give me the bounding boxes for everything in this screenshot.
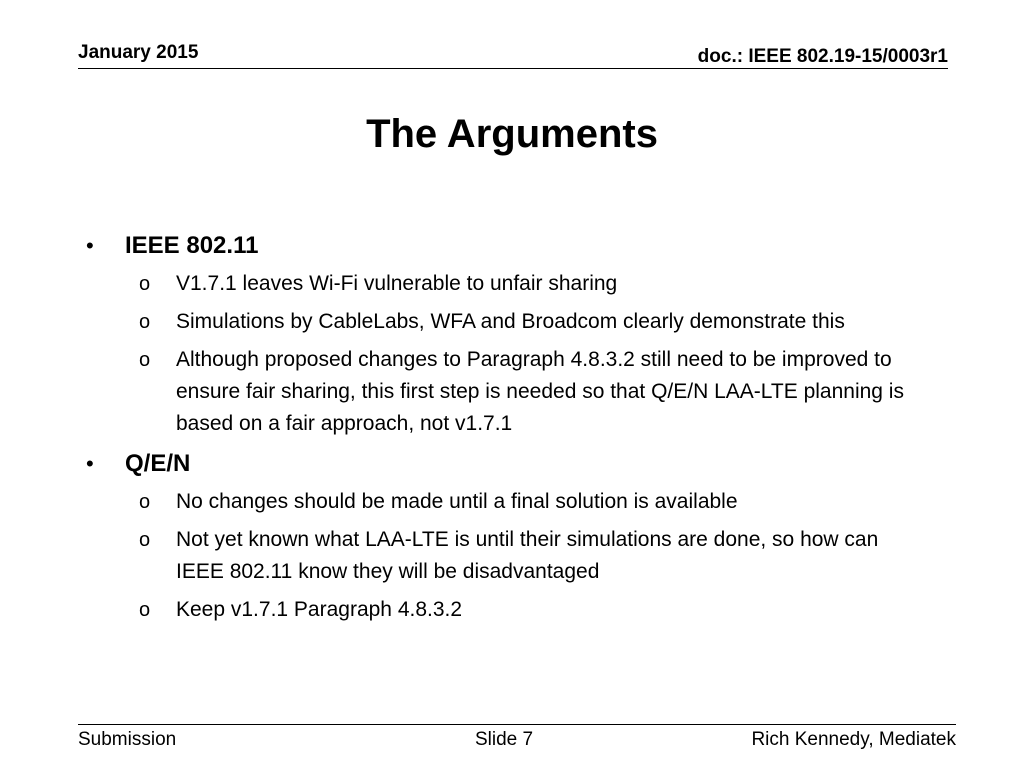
slide-content [86, 228, 916, 632]
sub-bullet-item [86, 306, 916, 338]
slide-title: The Arguments [366, 112, 658, 156]
bullet-dot-icon: • [86, 233, 94, 258]
bullet-dot-icon: • [86, 451, 94, 476]
sub-bullet-text: No changes should be made until a final solution is available [176, 490, 738, 513]
sub-bullet-item [86, 344, 916, 440]
sub-bullet-text: V1.7.1 leaves Wi-Fi vulnerable to unfair sharing [176, 272, 618, 295]
sub-bullet-icon: o [139, 349, 151, 371]
bullet-section-ieee [86, 228, 916, 264]
sub-bullet-text: Simulations by CableLabs, WFA and Broadcom clearly demonstrate this [176, 310, 845, 333]
sub-bullet-icon: o [139, 529, 151, 551]
section-heading: Q/E/N [125, 450, 191, 477]
footer-slide-number: Slide 7 [475, 729, 534, 750]
header-date: January 2015 [78, 42, 199, 63]
sub-bullet-item [86, 268, 916, 300]
section-heading: IEEE 802.11 [125, 232, 259, 259]
footer-submission: Submission [78, 729, 177, 750]
sub-bullet-text: Keep v1.7.1 Paragraph 4.8.3.2 [176, 598, 463, 621]
sub-bullet-text: Although proposed changes to Paragraph 4.8.3.2 still need to be improved to ensure fair sharing, this first step is needed so that Q/E/N LAA-LTE planning is based on a fair approach, not v1.7.1 [176, 348, 904, 435]
sub-bullet-icon: o [139, 491, 151, 513]
sub-bullet-item [86, 594, 916, 626]
sub-bullet-item [86, 486, 916, 518]
footer-divider [78, 724, 956, 725]
sub-bullet-text: Not yet known what LAA-LTE is until their simulations are done, so how can IEEE 802.11 know they will be disadvantaged [176, 528, 879, 583]
header-doc-id: doc.: IEEE 802.19-15/0003r1 [697, 46, 948, 67]
sub-bullet-item [86, 524, 916, 588]
footer-author: Rich Kennedy, Mediatek [751, 729, 956, 750]
sub-bullet-icon: o [139, 311, 151, 333]
bullet-section-qen [86, 446, 916, 482]
sub-bullet-icon: o [139, 273, 151, 295]
header-divider [78, 68, 948, 69]
sub-bullet-icon: o [139, 599, 151, 621]
